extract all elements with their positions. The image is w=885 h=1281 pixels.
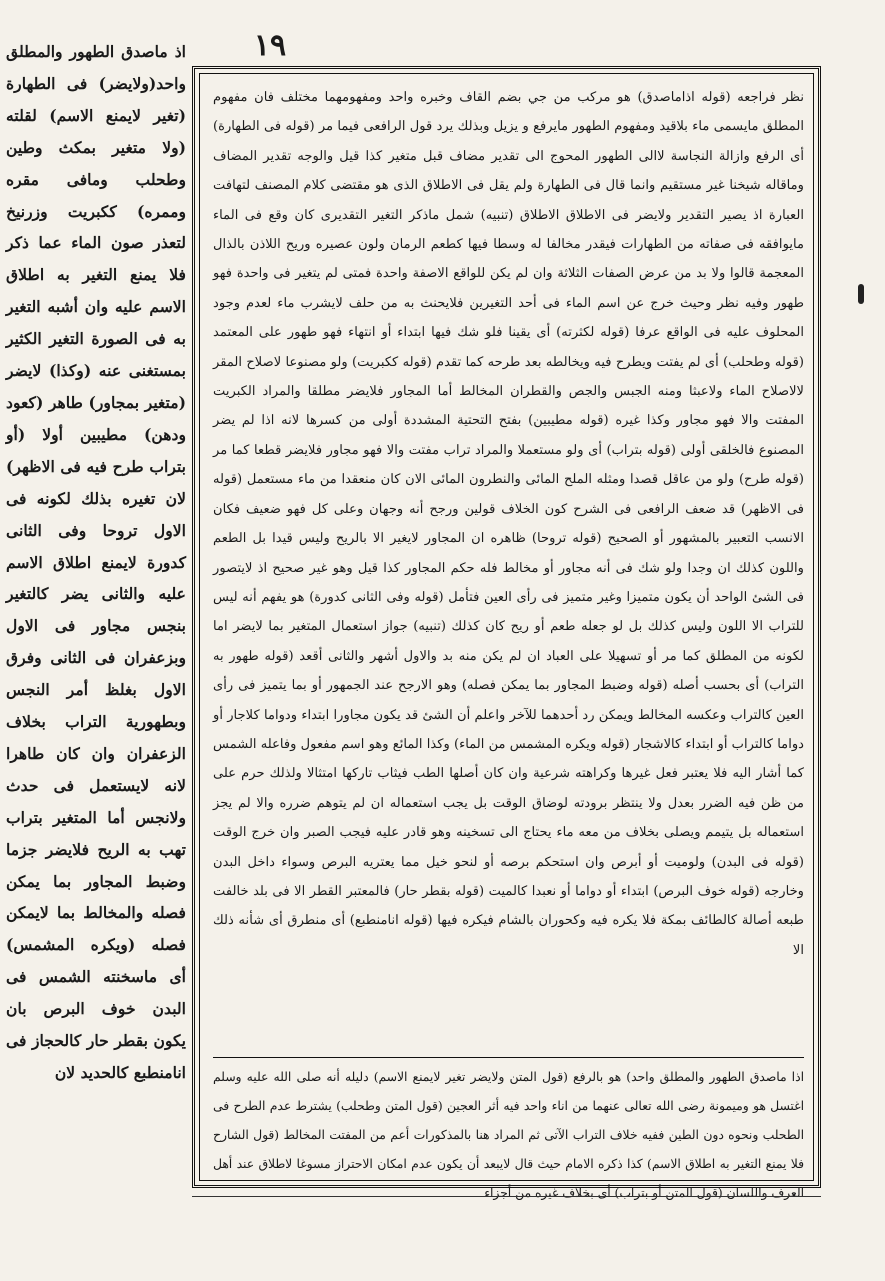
edge-mark — [858, 284, 864, 304]
bottom-rule — [192, 1196, 821, 1197]
main-text-frame — [192, 66, 821, 1200]
footnote-commentary-text: اذا ماصدق الطهور والمطلق واحد) هو بالرفع (قول المتن ولايضر تغير لايمنع الاسم) دليله أنه صلى الله عليه وسلم اغتسل هو وميمونة رضى الله تعالى عنهما من اناء واحد فيه أثر العجين (قول المتن وطحلب) يشترط عدم الطرح فى الطحلب ونحوه دون الطين ففيه خلاف التراب الآتى ثم المراد هنا بالمذكورات أعم من المفتت المخالط (قول الشارح فلا يمنع التغير به اطلاق الاسم) كذا ذكره الامام حيث قال لايبعد أن يكون عدم امكان الاحتراز مسوغا لاطلاق عند أهل العرف واللسان (قول المتن أو بتراب) أى بخلاف غيره من أجزاء — [213, 1070, 804, 1200]
margin-commentary: اذ ماصدق الطهور والمطلق واحد(ولايضر) فى الطهارة (تغير لايمنع الاسم) لقلته (ولا متغير بمكث وطين وطحلب ومافى مقره وممره) ككبريت وزرنيخ لتعذر صون الماء عما ذكر فلا يمنع التغير به اطلاق الاسم عليه وان أشبه التغير به فى الصورة التغير الكثير بمستغنى عنه (وكذا) لايضر (متغير بمجاور) طاهر (كعود ودهن) مطيبين أولا (أو بتراب طرح فيه فى الاظهر) لان تغيره بذلك لكونه فى الاول تروحا وفى الثانى كدورة لايمنع اطلاق الاسم عليه والثانى يضر كالتغير بنجس مجاور فى الاول وبزعفران فى الثانى وفرق الاول بغلظ أمر النجس وبطهورية التراب بخلاف الزعفران وان كان طاهرا لانه لايستعمل فى حدث ولانجس أما المتغير بتراب تهب به الريح فلايضر جزما وضبط المجاور بما يمكن فصله والمخالط بما لايمكن فصله (ويكره المشمس) أى ماسخنته الشمس فى البدن خوف البرص بان يكون بقطر حار كالحجاز فى انامنطبع كالحديد لان — [6, 42, 186, 1082]
main-commentary-text: نظر فراجعه (قوله اذاماصدق) هو مركب من جي بضم القاف وخبره واحد ومفهومهما مختلف فان مفهوم المطلق مايسمى ماء بلاقيد ومفهوم الطهور مايرفع و يزيل وبذلك يرد قول الرافعى فيما مر (قوله فى الطهارة) أى الرفع وازالة النجاسة لاالى الطهور المحوج الى تقدير مضاف قبل متغير كذا قيل والوجه تقدير المضاف وماقاله شيخنا غير مستقيم وانما قال فى الطهارة ولم يقل فى الاطلاق الذى هو مقتضى كلام المصنف لتهافت العبارة اذ يصير التقدير ولايضر فى الاطلاق الاطلاق (تنبيه) شمل ماذكر التغير التقديرى كان وقع فى الماء مايوافقه فى صفاته من الطهارات فيقدر مخالفا له وسطا فيها كطعم الرمان ولون عصيره وريح اللاذن بالذال المعجمة قالوا ولا بد من عرض الصفات الثلاثة وان لم يكن للواقع الاصفة واحدة فمتى لم يتغير فى واحدة فهو طهور وفيه نظر وحيث خرج عن اسم الماء فى أحد التغيرين فلايحنث به من حلف لايشرب ماء لعدم وجود المحلوف عليه فى الواقع عرفا (قوله لكثرته) أى يقينا فلو شك فيها ابتداء أو انتهاء فهو طهور على المعتمد (قوله وطحلب) أى لم يفتت ويطرح فيه ويخالطه بعد طرحه كما تقدم (قوله ككبريت) ولو مصنوعا لاصلاح المقر لالاصلاح الماء ولاعبثا ومنه الجبس والجص والقطران المخالط أما المجاور فلايضر مطلقا والمراد الكبريت المفتت والا فهو مجاور وكذا غيره (قوله مطيبين) بفتح التحتية المشددة أولى من كسرها لانه اذا لم يضر المصنوع فالخلقى أولى (قوله بتراب) أى ولو مستعملا والمراد تراب مفتت والا فهو مجاور فلايضر قطعا كما مر (قوله طرح) ولو من عاقل قصدا ومثله الملح المائى والنطرون المائى الان كان منعقدا من ماء مستعمل (قوله فى الاظهر) قد ضعف الرافعى فى الشرح كون الخلاف قولين ورجح أنه وجهان وعلى كل فهو ضعيف فكان الانسب التعبير بالمشهور أو الصحيح (قوله تروحا) ظاهره ان المجاور لايغير الا بالريح وليس قيدا بل الطعم واللون كذلك ان وجدا ولو شك فى أنه مجاور أو مخالط فله حكم المجاور كذا قيل وهو غير صحيح اذ لايتصور فى الشئ الواحد أن يكون متميزا وغير متميز فى رأى العين فتأمل (قوله وفى الثانى كدورة) هو يفهم أنه ليس للتراب الا اللون وليس كذلك بل لو جعله طعم أو ريح كان كذلك (تنبيه) جواز استعمال المتغير بما لايضر اما لكونه من المطلق كما مر أو تسهيلا على العباد ان لم يكن منه بد والاول أشهر والثانى أقعد (قوله طهور به التراب) أى بحسب أصله (قوله وضبط المجاور بما يمكن فصله) وهو الارجح عند الجمهور أو بما يتميز فى رأى العين كالتراب وعكسه المخالط ويمكن رد أحدهما للآخر واعلم أن الشئ قد يكون مجاورا ابتداء ودواما كلاجار أو دواما كالتراب أو ابتداء كالاشجار (قوله ويكره المشمس من الماء) وكذا المائع وهو اسم مفعول وفاعله الشمس كما أشار اليه فلا يعتبر فعل غيرها وكراهته شرعية وان كان أصلها الطب فيثاب تاركها امتثالا ولذلك حرم على من ظن فيه الضرر بعدل ولا ينتظر برودته لوضاق الوقت بل يجب استعماله ان لم يتوهم ضرره والا لم يجز استعماله بل يتيمم ويصلى بخلاف من معه ماء يحتاج الى تسخينه وهو قادر عليه فيجب الصبر وان خرج الوقت (قوله فى البدن) ولوميت أو أبرص وان استحكم برصه أو لنحو خيل مما يعتريه البرص وسواء داخل البدن وخارجه (قوله خوف البرص) ابتداء أو دواما أو نعبدا كالميت (قوله بقطر حار) فالمعتبر القطر الا فى بلد خالفت طبعه أصالة كالطائف بمكة فلا يكره فيه وكحوران بالشام فيكره فيها (قوله انامنطبع) أى منطرق أى شأنه ذلك الا — [213, 90, 804, 958]
section-divider — [213, 1057, 804, 1058]
page-number: ١٩ — [253, 28, 287, 63]
